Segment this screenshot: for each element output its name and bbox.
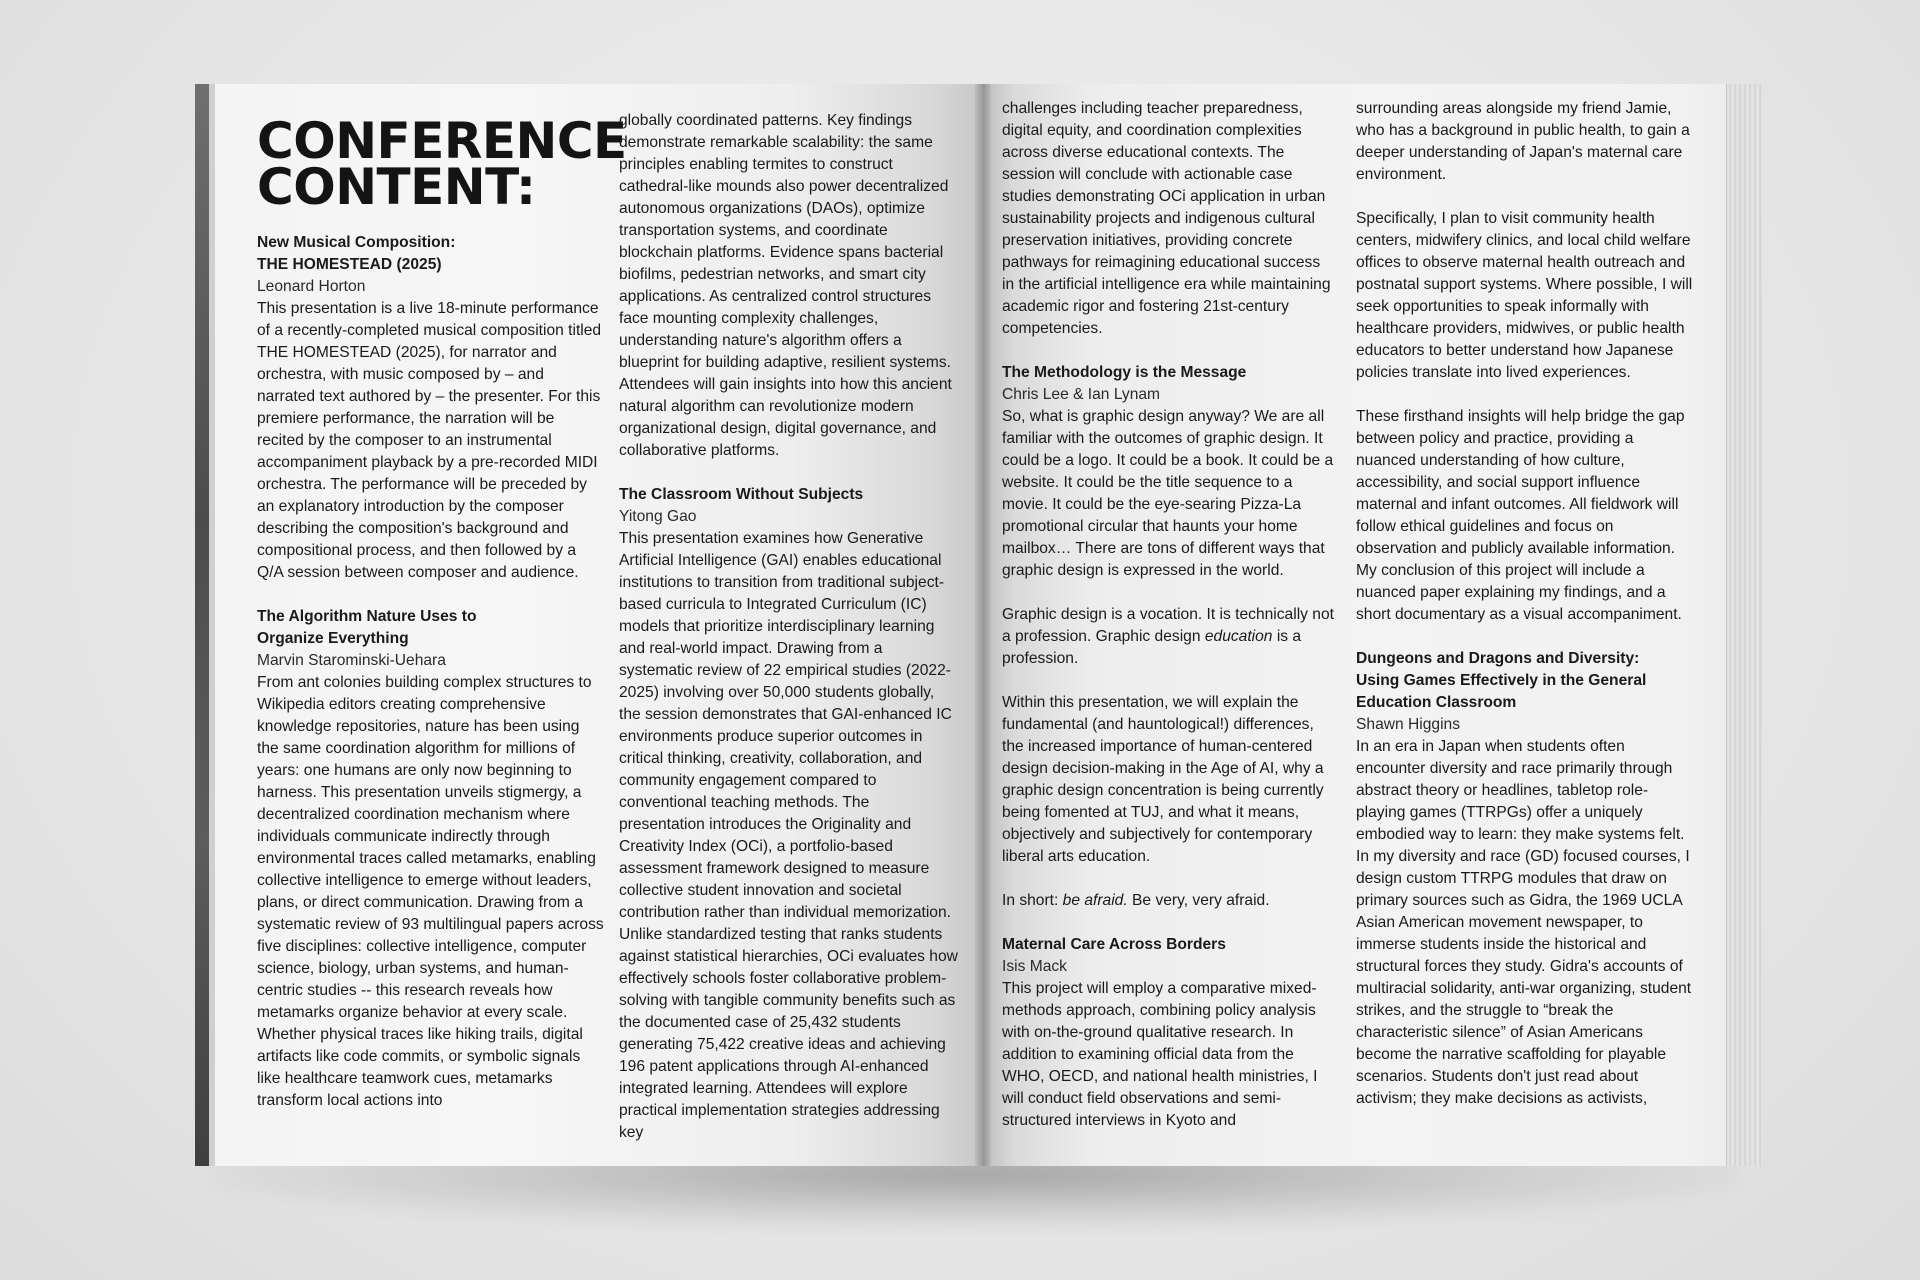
heading-line-1: CONFERENCE <box>257 112 627 170</box>
open-booklet <box>195 84 1763 1166</box>
left-column-2 <box>619 110 959 1144</box>
emphasis: education <box>1204 628 1273 645</box>
right-column-2 <box>1356 98 1696 1110</box>
page-heading <box>257 112 627 216</box>
right-column-1 <box>1002 98 1336 1132</box>
right-page-edge <box>1726 84 1763 1166</box>
section-title: Organize Everything <box>257 630 409 647</box>
section-body: These firsthand insights will help bridge the gap between policy and practice, providing a nuanced understanding of how culture, accessibility, and social support influence maternal and infant outcomes. All fieldwork will follow ethical guidelines and focus on observation and publicly available information. My conclusion of this project will include a nuanced paper explaining my findings, and a short documentary as a visual accompaniment. <box>1356 408 1685 623</box>
section-body: This presentation examines how Generative Artificial Intelligence (GAI) enables educational institutions to transition from traditional subject-based curricula to Integrated Curriculum (IC) models that prioritize interdisciplinary learning and real-world impact. Drawing from a systematic review of 22 empirical studies (2022-2025) involving over 50,000 students globally, the session demonstrates that GAI-enhanced IC environments produce superior outcomes in critical thinking, creativity, collaboration, and community engagement compared to conventional teaching methods. The presentation introduces the Originality and Creativity Index (OCi), a portfolio-based assessment framework designed to measure collective student innovation and societal contribution rather than individual memorization. Unlike standardized testing that ranks students against statistical hierarchies, OCi evaluates how effectively schools foster collaborative problem-solving with tangible community benefits such as the documented case of 25,432 students generating 75,422 creative ideas and achieving 196 patent applications through AI-enhanced integrated learning. Attendees will explore practical implementation strategies addressing key <box>619 530 958 1141</box>
section-title: Using Games Effectively in the General <box>1356 672 1647 689</box>
section-title: THE HOMESTEAD (2025) <box>257 256 442 273</box>
section-body: surrounding areas alongside my friend Jamie, who has a background in public health, to gain a deeper understanding of Japan's maternal care environment. <box>1356 100 1690 183</box>
section-body: Graphic design is a vocation. It is technically not a profession. Graphic design education is a profession. <box>1002 606 1334 667</box>
book-gutter <box>975 84 991 1166</box>
section-title: The Classroom Without Subjects <box>619 486 864 503</box>
section-body: In an era in Japan when students often encounter diversity and race primarily through abstract theory or headlines, tabletop role-playing games (TTRPGs) offer a uniquely embodied way to learn: they make systems felt. In my diversity and race (GD) focused courses, I design custom TTRPG modules that draw on primary sources such as Gidra, the 1969 UCLA Asian American movement newspaper, to immerse students inside the historical and structural forces they study. Gidra's accounts of multiracial solidarity, anti-war organizing, student strikes, and the struggle to “break the characteristic silence” of Asian Americans become the narrative scaffolding for playable scenarios. Students don't just read about activism; they make decisions as activists, <box>1356 738 1692 1107</box>
section-body: From ant colonies building complex structures to Wikipedia editors creating comprehensive knowledge repositories, nature has been using the same coordination algorithm for millions of years: one humans are only now beginning to harness. This presentation unveils stigmergy, a decentralized coordination mechanism where individuals communicate indirectly through environmental traces called metamarks, enabling collective intelligence to emerge without leaders, plans, or direct communication. Drawing from a systematic review of 93 multilingual papers across five disciplines: collective intelligence, computer science, biology, urban systems, and human-centric studies -- this research reveals how metamarks organize behavior at every scale. Whether physical traces like hiking trails, digital artifacts like code commits, or symbolic signals like healthcare teamwork cues, metamarks transform local actions into <box>257 674 604 1109</box>
section-author: Isis Mack <box>1002 958 1067 975</box>
left-page-edge <box>195 84 209 1166</box>
section-body: challenges including teacher preparedness, digital equity, and coordination complexities across diverse educational contexts. The session will conclude with actionable case studies demonstrating OCi application in urban sustainability projects and indigenous cultural preservation initiatives, providing concrete pathways for reimagining educational success in the artificial intelligence era while maintaining academic rigor and fostering 21st-century competencies. <box>1002 100 1331 337</box>
section-author: Shawn Higgins <box>1356 716 1461 733</box>
emphasis: be afraid. <box>1062 892 1128 909</box>
section-title: The Methodology is the Message <box>1002 364 1247 381</box>
left-page-edge-strip <box>209 84 215 1166</box>
section-author: Leonard Horton <box>257 278 366 295</box>
section-author: Chris Lee & Ian Lynam <box>1002 386 1161 403</box>
section-body: globally coordinated patterns. Key findings demonstrate remarkable scalability: the same principles enabling termites to construct cathedral-like mounds also power decentralized autonomous organizations (DAOs), optimize transportation systems, and coordinate blockchain platforms. Evidence spans bacterial biofilms, pedestrian networks, and smart city applications. As centralized control structures face mounting complexity challenges, understanding nature's algorithm offers a blueprint for building adaptive, resilient systems. Attendees will gain insights into how this ancient natural algorithm can revolutionize modern organizational design, digital governance, and collaborative platforms. <box>619 112 952 459</box>
section-body: So, what is graphic design anyway? We are all familiar with the outcomes of graphic design. It could be a logo. It could be a book. It could be a website. It could be the title sequence to a movie. It could be the eye-searing Pizza-La promotional circular that haunts your home mailbox… There are tons of different ways that graphic design is expressed in the world. <box>1002 408 1334 579</box>
section-body: This project will employ a comparative mixed-methods approach, combining policy analysis with on-the-ground qualitative research. In addition to examining official data from the WHO, OECD, and national health ministries, I will conduct field observations and semi-structured interviews in Kyoto and <box>1002 980 1318 1129</box>
left-column-1 <box>257 112 627 1112</box>
section-title: New Musical Composition: <box>257 234 456 251</box>
section-title: Maternal Care Across Borders <box>1002 936 1226 953</box>
section-title: Dungeons and Dragons and Diversity: <box>1356 650 1640 667</box>
section-body: This presentation is a live 18-minute performance of a recently-completed musical composition titled THE HOMESTEAD (2025), for narrator and orchestra, with music composed by – and narrated text authored by – the presenter. For this premiere performance, the narration will be recited by the composer to an instrumental accompaniment playback by a pre-recorded MIDI orchestra. The performance will be preceded by an explanatory introduction by the composer describing the composition's background and compositional process, and then followed by a Q/A session between composer and audience. <box>257 300 602 581</box>
section-title: The Algorithm Nature Uses to <box>257 608 477 625</box>
heading-line-2: CONTENT: <box>257 158 536 216</box>
section-author: Marvin Starominski-Uehara <box>257 652 446 669</box>
section-body: Specifically, I plan to visit community health centers, midwifery clinics, and local child welfare offices to observe maternal health outreach and postnatal support systems. Where possible, I will seek opportunities to speak informally with healthcare providers, midwives, or public health educators to better understand how Japanese policies translate into lived experiences. <box>1356 210 1693 381</box>
section-title: Education Classroom <box>1356 694 1517 711</box>
section-body: Within this presentation, we will explain the fundamental (and hauntological!) differences, the increased importance of human-centered design decision-making in the Age of AI, why a graphic design concentration is being currently being fomented at TUJ, and what it means, objectively and subjectively for contemporary liberal arts education. <box>1002 694 1324 865</box>
section-author: Yitong Gao <box>619 508 697 525</box>
section-body: In short: be afraid. Be very, very afraid. <box>1002 892 1270 909</box>
